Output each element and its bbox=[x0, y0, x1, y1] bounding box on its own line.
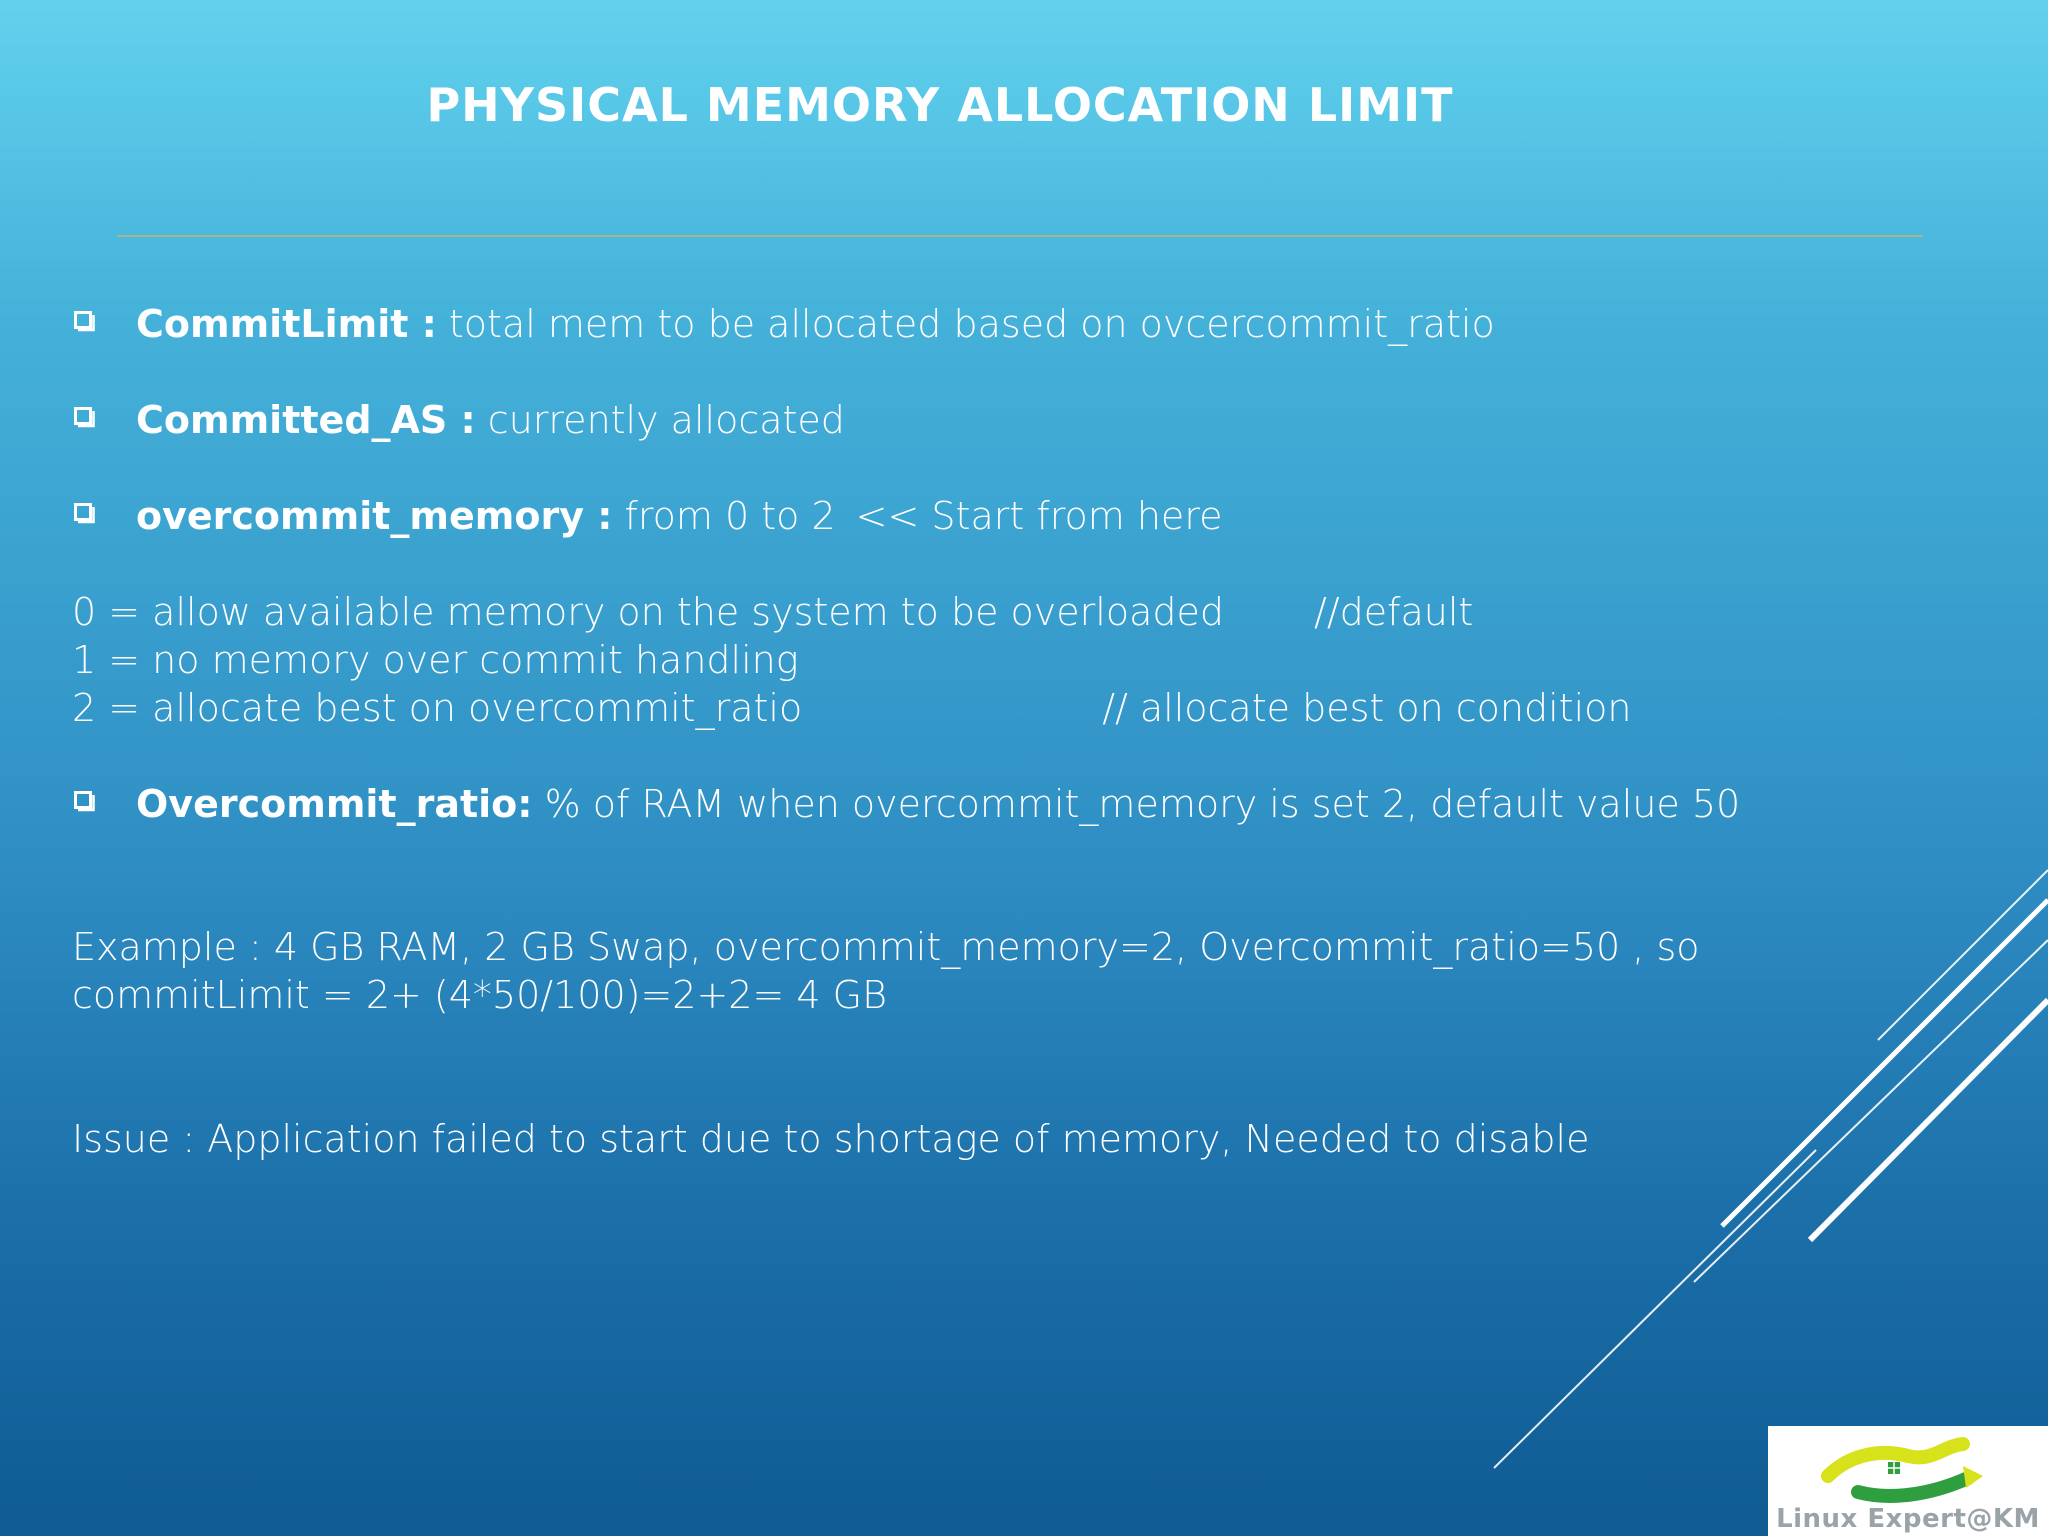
option-text: 2 = allocate best on overcommit_ratio bbox=[72, 686, 803, 730]
logo-text: Linux Expert@KM bbox=[1776, 1504, 2040, 1534]
bullet-term: CommitLimit : bbox=[136, 302, 437, 346]
bullet-term: Committed_AS : bbox=[136, 398, 476, 442]
bullet-text: total mem to be allocated based on ovcercommit_ratio bbox=[436, 302, 1495, 346]
option-text: 0 = allow available memory on the system to be overloaded bbox=[72, 590, 1225, 634]
option-comment: //default bbox=[1314, 590, 1474, 634]
option-comment: // allocate best on condition bbox=[1102, 686, 1632, 730]
bullet-term: Overcommit_ratio: bbox=[136, 782, 533, 826]
example-line-2: commitLimit = 2+ (4*50/100)=2+2= 4 GB bbox=[72, 973, 887, 1017]
start-note: << Start from here bbox=[855, 494, 1223, 538]
bullet-text: from 0 to 2 bbox=[612, 494, 836, 538]
issue-line: Issue : Application failed to start due to shortage of memory, Needed to disable bbox=[72, 1117, 1590, 1161]
brand-logo bbox=[1768, 1426, 2048, 1536]
bullet-text: currently allocated bbox=[475, 398, 845, 442]
bullet-text: % of RAM when overcommit_memory is set 2, default value 50 bbox=[532, 782, 1741, 826]
example-line-1: Example : 4 GB RAM, 2 GB Swap, overcommit_memory=2, Overcommit_ratio=50 , so bbox=[72, 925, 1700, 969]
house-logo-icon bbox=[1768, 1426, 2048, 1506]
slide-title: PHYSICAL MEMORY ALLOCATION LIMIT bbox=[426, 78, 1454, 132]
option-text: 1 = no memory over commit handling bbox=[72, 638, 799, 682]
bullet-term: overcommit_memory : bbox=[136, 494, 613, 538]
